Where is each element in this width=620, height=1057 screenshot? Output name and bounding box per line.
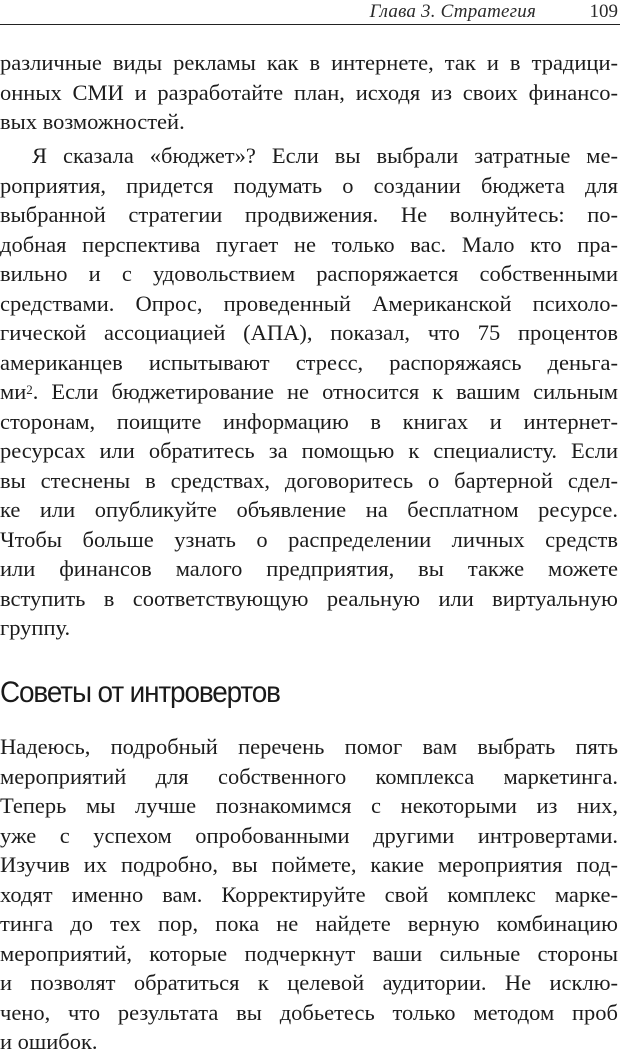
text-line: роприятия, придется подумать о создании бюджета для	[0, 172, 618, 198]
text-line: различные виды рекламы как в интернете, так и в традици-	[0, 50, 618, 75]
text-line: ходят именно вам. Корректируйте свой комплекс марке-	[0, 881, 618, 907]
text-line: группу.	[0, 615, 71, 640]
text-line: и ошибок.	[0, 1029, 98, 1054]
text-line: Чтобы больше узнать о распределении личных средств	[0, 526, 618, 552]
text-line: мероприятий для собственного комплекса маркетинга.	[0, 763, 618, 789]
text-line: Теперь мы лучше познакомимся с некоторыми из них,	[0, 793, 618, 818]
text-line: или финансов малого предприятия, вы также можете	[0, 556, 618, 581]
text-line: и позволят обратиться к целевой аудитории. Не исклю-	[0, 970, 618, 995]
text-line: чено, что результата вы добьетесь только методом проб	[0, 999, 618, 1025]
text-line: мероприятий, которые подчеркнут ваши сильные стороны	[0, 940, 618, 966]
running-head	[0, 0, 620, 25]
text-line: онных СМИ и разработайте план, исходя из своих финансо-	[0, 79, 618, 105]
text-line: Я сказала «бюджет»? Если вы выбрали затратные ме-	[32, 143, 618, 168]
text-line: выбранной стратегии продвижения. Не волнуйтесь: по-	[0, 202, 618, 227]
text-fragment: . Если бюджетирование не относится к вашим сильным	[32, 379, 618, 404]
footnote-reference[interactable]: 2	[26, 382, 33, 397]
paragraph-1	[0, 48, 618, 137]
text-line: Надеюсь, подробный перечень помог вам выбрать пять	[0, 734, 618, 759]
paragraph-2	[0, 141, 618, 643]
text-line: Изучив их подробно, вы поймете, какие мероприятия под-	[0, 852, 618, 877]
page-number: 109	[589, 1, 618, 22]
text-line: ке или опубликуйте объявление на бесплатном ресурсе.	[0, 497, 618, 522]
text-line: средствами. Опрос, проведенный Американской психоло-	[0, 290, 618, 316]
text-line: ресурсах или обратитесь за помощью к специалисту. Если	[0, 438, 618, 463]
text-line: сторонам, поищите информацию в книгах и интернет-	[0, 408, 618, 434]
section-heading: Советы от интровертов	[0, 676, 280, 709]
text-line: вступить в соответствующую реальную или виртуальную	[0, 585, 618, 611]
text-line: уже с успехом опробованными другими интровертами.	[0, 822, 618, 848]
text-line: тинга до тех пор, пока не найдете верную комбинацию	[0, 911, 618, 936]
text-line: американцев испытывают стресс, распоряжаясь деньга-	[0, 349, 618, 375]
text-line: добная перспектива пугает не только вас. Мало кто пра-	[0, 231, 618, 257]
paragraph-3	[0, 732, 618, 1057]
text-line: вых возможностей.	[0, 109, 185, 134]
chapter-title: Глава 3. Стратегия	[369, 1, 536, 22]
text-line: гической ассоциацией (АПА), показал, что 75 процентов	[0, 320, 618, 345]
text-line: вильно и с удовольствием распоряжается собственными	[0, 261, 618, 286]
text-line-with-footnote	[0, 377, 618, 407]
text-fragment: ми	[0, 379, 27, 404]
text-line: вы стеснены в средствах, договоритесь о бартерной сдел-	[0, 467, 618, 493]
